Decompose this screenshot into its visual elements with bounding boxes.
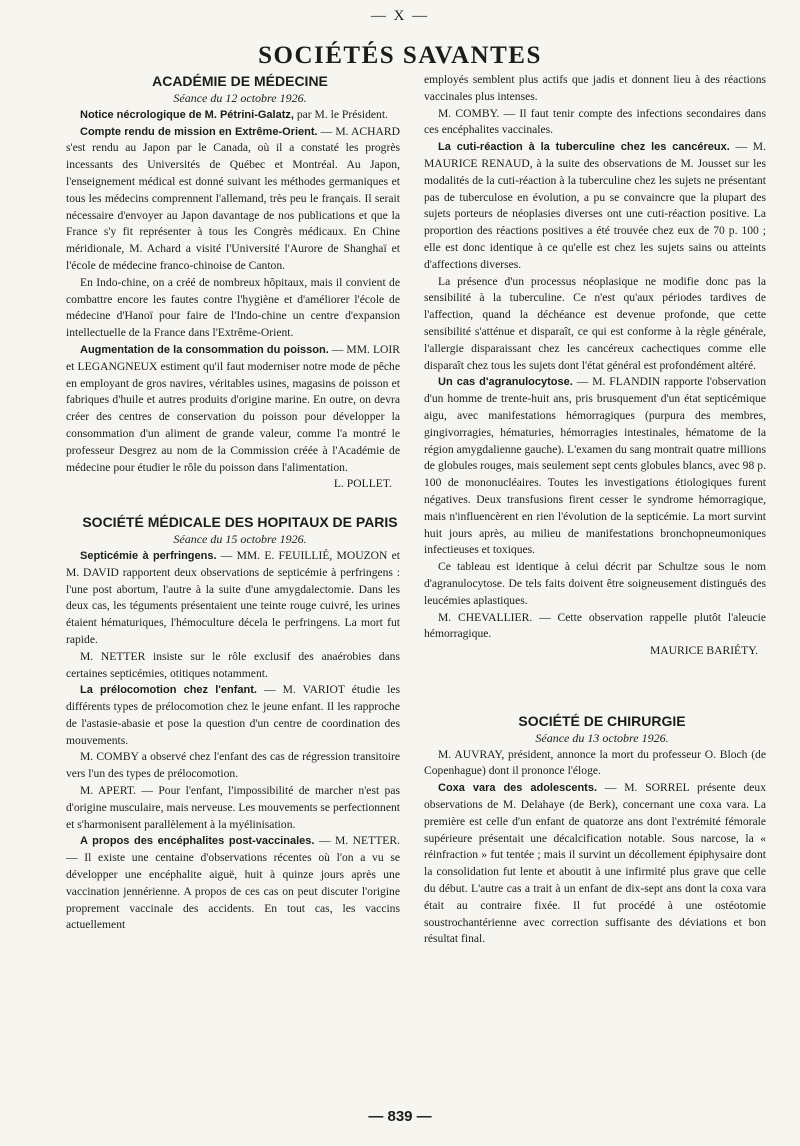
- paragraph: M. COMBY. — Il faut tenir compte des infections secondaires dans ces encéphalites vaccinales.: [424, 106, 766, 137]
- paragraph: M. COMBY a observé chez l'enfant des cas de régression transitoire vers l'un des types de prélocomotion.: [66, 750, 400, 781]
- hopitaux-title: SOCIÉTÉ MÉDICALE DES HOPITAUX DE PARIS: [82, 514, 398, 531]
- paragraph-text: par M. le Président.: [293, 107, 388, 121]
- signature: L. POLLET.: [333, 477, 392, 491]
- paragraph: La présence d'un processus néoplasique ne modifie donc pas la sensibilité à la tuberculine. Ce n'est qu'aux périodes tardives de l'affection, quand la déchéance est devenue profonde, que cette sensibilité s'atténue et disparaît, ce qui est conforme à la règle générale, l'allergie disparaissant chez les cancéreux cachectiques comme elle disparaît chez tous les sujets dont l'état général est profondément altéré.: [424, 274, 766, 372]
- paragraph-text: — MM. LOIR et LEGANGNEUX estiment qu'il faut moderniser notre mode de pêche en employant de gros navires, véritables usines, magasins de poisson et fabriques d'huile et autres produits d'origine marine. En outre, on devra créer des centres de conservation du poisson pour développer la consommation d'un aliment de grande valeur, comme l'a montré le professeur Desgrez au nom de la Commission créée à l'Académie de médecine pour étudier le rôle du poisson dans l'alimentation.: [66, 342, 400, 474]
- hopitaux-seance: Séance du 15 octobre 1926.: [173, 532, 307, 547]
- paragraph-lead: La cuti-réaction à la tuberculine chez les cancéreux.: [438, 141, 730, 154]
- paragraph-lead: Augmentation de la consommation du poisson.: [80, 343, 329, 356]
- chirurgie-title: SOCIÉTÉ DE CHIRURGIE: [518, 712, 686, 729]
- paragraph: [66, 342, 400, 476]
- right-column: [424, 72, 766, 948]
- paragraph: M. AUVRAY, président, annonce la mort du professeur O. Bloch (de Copenhague) dont il prononce l'éloge.: [424, 747, 766, 778]
- paragraph-lead: Notice nécrologique de M. Pétrini-Galatz,: [80, 108, 294, 121]
- paragraph: [424, 780, 766, 948]
- page-header-mark: — X —: [370, 8, 430, 24]
- paragraph: M. APERT. — Pour l'enfant, l'impossibilité de marcher n'est pas d'origine musculaire, mais nerveuse. Les mouvements se perfectionnent et s'harmonisent parallèlement à la myélinisation.: [66, 784, 400, 831]
- paragraph-lead: Un cas d'agranulocytose.: [438, 376, 573, 389]
- paragraph-lead: Coxa vara des adolescents.: [438, 782, 598, 795]
- paragraph: employés semblent plus actifs que jadis et donnent lieu à des réactions vaccinales plus intenses.: [424, 73, 766, 103]
- paragraph-text: — M. SORREL présente deux observations de M. Delahaye (de Berk), concernant une coxa vara. La première est celle d'un enfant de quatorze ans dont l'extrémité fémorale supérieure présentait une décalcification notable. Sous narcose, la « réinfraction » fut tentée ; mais il survint un décollement épiphysaire dont la consolidation fut lente et aboutit à une infirmité plus grave que celle du début. L'autre cas a trait à un enfant de dix-sept ans dont la coxa vara était au contraire fixée. Il fut procédé à une ostéotomie soustrochantérienne avec correction suffisante des déviations et bon résultat final.: [424, 781, 767, 946]
- paragraph-text: — M. NETTER. — Il existe une centaine d'observations récentes où l'on a vu se développer une encéphalite aiguë, huit à quinze jours après une vaccination jennérienne. A propos de ces cas on peut discuter l'origine proprement vaccinale des accidents. En tout cas, les vaccins actuellement: [66, 834, 400, 932]
- paragraph-text: — M. ACHARD s'est rendu au Japon par le Canada, où il a constaté les progrès incessants des Universités de Québec et Montréal. Au Japon, l'enseignement médical est donné suivant les méthodes germaniques et tous les médecins comprennent l'allemand, très peu le français. Il serait nécessaire d'envoyer au Japon davantage de nos publications et que la France s'y fit représenter à tous les Congrès médicaux. En Chine méridionale, M. Achard a visité l'Université l'Aurore de Shanghaï et l'école de médecine franco-chinoise de Canton.: [66, 124, 400, 272]
- paragraph: [66, 833, 400, 934]
- paragraph-lead: A propos des encéphalites post-vaccinales.: [80, 835, 315, 848]
- paragraph: M. CHEVALLIER. — Cette observation rappelle plutôt l'aleucie hémorragique.: [424, 610, 766, 641]
- paragraph: M. NETTER insiste sur le rôle exclusif des anaérobies dans certaines septicémies, otitiques notamment.: [66, 649, 400, 680]
- academie-seance: Séance du 12 octobre 1926.: [173, 91, 307, 105]
- paragraph: [66, 124, 400, 275]
- paragraph-lead: Compte rendu de mission en Extrême-Orient.: [80, 125, 318, 138]
- paragraph-text: — M. FLANDIN rapporte l'observation d'un homme de trente-huit ans, pris brusquement d'un état septicémique aigu, avec manifestations hémorragiques (purpura des membres, gingivorragies, hématuries, hémorragies intestinales, hématome de la région amygdalienne gauche). L'examen du sang montrait quatre millions de globules rouges, mais seulement sept cents globules blancs, avec 98 p. 100 de mononucléaires. Toutes les investigations étiologiques furent négatives. Deux transfusions firent cesser le syndrome hémorragique, mais n'influencèrent en rien l'évolution de la septicémie. La mort survint huit jours après, au milieu de manifestations bronchopneumoniques infectieuses et toxiques.: [424, 375, 767, 557]
- paragraph-text: — MM. E. FEUILLIÉ, MOUZON et M. DAVID rapportent deux observations de septicémie à perfringens : l'une post abortum, l'autre à la suite d'une amygdalectomie. Dans les deux cas, les téguments présentaient une teinte rouge cuivré, les urines étaient hématuriques, l'hémoculture décela le perfringens. La mort fut rapide.: [66, 548, 401, 646]
- paragraph: Ce tableau est identique à celui décrit par Schultze sous le nom d'agranulocytose. De tels faits doivent être soigneusement distingués des leucémies aplastiques.: [424, 560, 766, 607]
- paragraph: En Indo-chine, on a créé de nombreux hôpitaux, mais il convient de combattre encore les fautes contre l'hygiène et d'améliorer l'école de médecine d'Hanoï pour faire de l'Indo-chine un centre d'expansion intellectuelle de la France dans l'Extrême-Orient.: [66, 275, 400, 340]
- page-number: — 839 —: [368, 1108, 432, 1125]
- academie-title: ACADÉMIE DE MÉDECINE: [152, 73, 328, 89]
- paragraph: [66, 107, 400, 124]
- paragraph: [424, 139, 766, 273]
- paragraph: [424, 374, 766, 559]
- paragraph: [66, 548, 400, 649]
- paragraph-lead: Septicémie à perfringens.: [80, 549, 217, 562]
- left-column: [66, 72, 400, 934]
- paragraph-text: — M. MAURICE RENAUD, à la suite des observations de M. Jousset sur les modalités de la cuti-réaction à la tuberculine chez les sujets ne présentant pas de tuberculose en évolution, a pu se convaincre que la plupart des sujets porteurs de néoplasies diverses ont une cuti-réaction positive. La proportion des réactions positives a été trouvée chez eux de 70 p. 100 ; elle est donc identique à ce qu'elle est chez les sujets sains ou atteints d'affections diverses.: [424, 140, 766, 271]
- section-banner: SOCIÉTÉS SAVANTES: [258, 42, 542, 69]
- paragraph-lead: La prélocomotion chez l'enfant.: [80, 684, 257, 697]
- signature: MAURICE BARIÉTY.: [650, 644, 758, 658]
- paragraph: [66, 682, 400, 749]
- paragraph-text: — M. VARIOT étudie les différents types de prélocomotion chez le jeune enfant. Il les rapproche de l'astasie-abasie et pose la question d'un centre de coordination des mouvements.: [66, 683, 400, 747]
- chirurgie-seance: Séance du 13 octobre 1926.: [535, 730, 669, 745]
